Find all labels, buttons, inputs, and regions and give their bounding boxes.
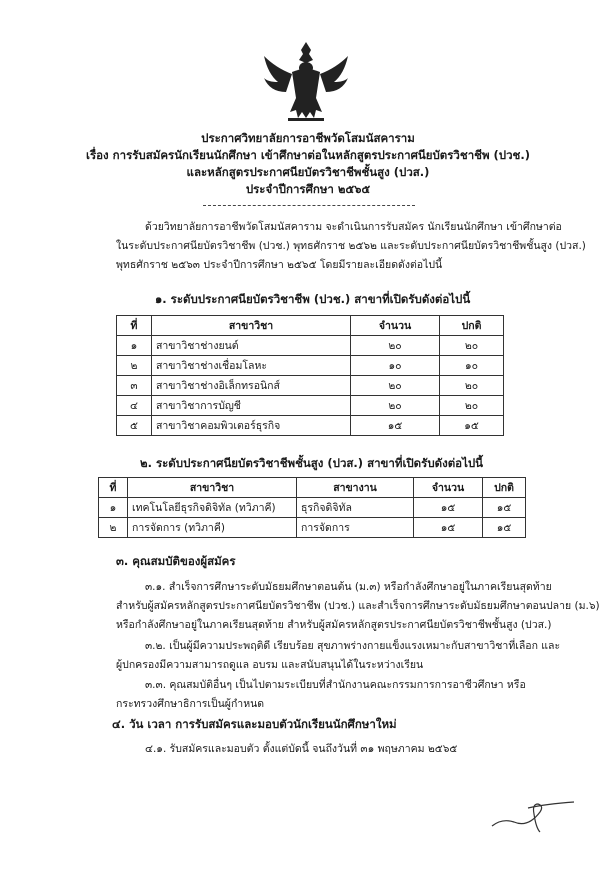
row-regular: ๑๐ (440, 356, 504, 376)
table-row (117, 356, 504, 376)
row-major: การจัดการ (ทวิภาคี) (128, 518, 297, 538)
divider (203, 205, 415, 206)
table-header-row (99, 478, 526, 498)
section-3-title: ๓. คุณสมบัติของผู้สมัคร (116, 554, 236, 568)
qualification-3-3-line-1: ๓.๓. คุณสมบัติอื่นๆ เป็นไปตามระเบียบที่สำนักงานคณะกรรมการการอาชีวศึกษา หรือ (145, 679, 526, 691)
col-no: ที่ (99, 478, 128, 498)
col-no: ที่ (117, 316, 152, 336)
row-quota: ๒๐ (351, 396, 440, 416)
row-no: ๔ (117, 396, 152, 416)
row-regular: ๑๕ (483, 518, 526, 538)
row-no: ๒ (99, 518, 128, 538)
row-regular: ๒๐ (440, 376, 504, 396)
intro-line-2: ในระดับประกาศนียบัตรวิชาชีพ (ปวช.) พุทธศักราช ๒๕๖๒ และระดับประกาศนียบัตรวิชาชีพชั้นสูง (ปวส.) (116, 240, 586, 252)
academic-year: ประจำปีการศึกษา ๒๕๖๕ (245, 182, 371, 196)
col-quota: จำนวน (351, 316, 440, 336)
row-regular: ๒๐ (440, 396, 504, 416)
table-row (117, 396, 504, 416)
row-major: สาขาวิชาช่างเชื่อมโลหะ (152, 356, 351, 376)
row-quota: ๒๐ (351, 376, 440, 396)
col-quota: จำนวน (414, 478, 483, 498)
row-no: ๑ (117, 336, 152, 356)
qualification-3-1-line-3: หรือกำลังศึกษาอยู่ในภาคเรียนสุดท้าย สำหรับผู้สมัครหลักสูตรประกาศนียบัตรวิชาชีพชั้นสูง (ปวส.) (116, 619, 552, 631)
announcement-subject-cont: และหลักสูตรประกาศนียบัตรวิชาชีพชั้นสูง (ปวส.) (186, 165, 430, 179)
intro-line-1: ด้วยวิทยาลัยการอาชีพวัดโสมนัสคาราม จะดำเนินการรับสมัคร นักเรียนนักศึกษา เข้าศึกษาต่อ (145, 221, 562, 233)
garuda-emblem-icon (262, 38, 350, 126)
qualification-3-1-line-1: ๓.๑. สำเร็จการศึกษาระดับมัธยมศึกษาตอนต้น (ม.๓) หรือกำลังศึกษาอยู่ในภาคเรียนสุดท้าย (145, 581, 552, 593)
announcement-title: ประกาศวิทยาลัยการอาชีพวัดโสมนัสคาราม (201, 131, 415, 145)
intro-line-3: พุทธศักราช ๒๕๖๓ ประจำปีการศึกษา ๒๕๖๕ โดยมีรายละเอียดดังต่อไปนี้ (116, 259, 443, 271)
section-2-title: ๒. ระดับประกาศนียบัตรวิชาชีพชั้นสูง (ปวส.) สาขาที่เปิดรับดังต่อไปนี้ (140, 456, 484, 470)
row-regular: ๑๕ (483, 498, 526, 518)
row-field: ธุรกิจดิจิทัล (297, 498, 414, 518)
table-row (117, 416, 504, 436)
col-major: สาขาวิชา (128, 478, 297, 498)
row-quota: ๒๐ (351, 336, 440, 356)
signature-icon (488, 796, 578, 836)
row-no: ๑ (99, 498, 128, 518)
qualification-3-2-line-2: ผู้ปกครองมีความสามารถดูแล อบรม และสนับสนุนได้ในระหว่างเรียน (116, 659, 424, 671)
table-row (99, 498, 526, 518)
table-header-row (117, 316, 504, 336)
qualification-3-1-line-2: สำหรับผู้สมัครหลักสูตรประกาศนียบัตรวิชาชีพ (ปวช.) และสำเร็จการศึกษาระดับมัธยมศึกษาตอนปลาย (ม.๖) (116, 600, 600, 612)
row-regular: ๒๐ (440, 336, 504, 356)
row-quota: ๑๕ (414, 498, 483, 518)
announcement-subject: เรื่อง การรับสมัครนักเรียนนักศึกษา เข้าศึกษาต่อในหลักสูตรประกาศนียบัตรวิชาชีพ (ปวช.) (86, 148, 530, 162)
section-1-title: ๑. ระดับประกาศนียบัตรวิชาชีพ (ปวช.) สาขาที่เปิดรับดังต่อไปนี้ (155, 292, 471, 306)
section-4-title: ๔. วัน เวลา การรับสมัครและมอบตัวนักเรียนนักศึกษาใหม่ (112, 717, 397, 731)
table-row (99, 518, 526, 538)
col-regular: ปกติ (483, 478, 526, 498)
row-major: สาขาวิชาช่างยนต์ (152, 336, 351, 356)
row-no: ๓ (117, 376, 152, 396)
col-major: สาขาวิชา (152, 316, 351, 336)
row-major: สาขาวิชาการบัญชี (152, 396, 351, 416)
qualification-3-2-line-1: ๓.๒. เป็นผู้มีความประพฤติดี เรียบร้อย สุขภาพร่างกายแข็งแรงเหมาะกับสาขาวิชาที่เลือก และ (145, 640, 561, 652)
row-field: การจัดการ (297, 518, 414, 538)
col-regular: ปกติ (440, 316, 504, 336)
row-quota: ๑๐ (351, 356, 440, 376)
row-major: สาขาวิชาคอมพิวเตอร์ธุรกิจ (152, 416, 351, 436)
row-quota: ๑๕ (414, 518, 483, 538)
row-quota: ๑๕ (351, 416, 440, 436)
row-no: ๒ (117, 356, 152, 376)
col-field: สาขางาน (297, 478, 414, 498)
table-row (117, 336, 504, 356)
table-row (117, 376, 504, 396)
row-major: สาขาวิชาช่างอิเล็กทรอนิกส์ (152, 376, 351, 396)
row-regular: ๑๕ (440, 416, 504, 436)
pvc-programs-table (116, 315, 504, 436)
pvs-programs-table (98, 477, 526, 538)
registration-4-1: ๔.๑. รับสมัครและมอบตัว ตั้งแต่บัดนี้ จนถึงวันที่ ๓๑ พฤษภาคม ๒๕๖๕ (145, 743, 458, 755)
qualification-3-3-line-2: กระทรวงศึกษาธิการเป็นผู้กำหนด (116, 698, 265, 710)
row-no: ๕ (117, 416, 152, 436)
row-major: เทคโนโลยีธุรกิจดิจิทัล (ทวิภาคี) (128, 498, 297, 518)
